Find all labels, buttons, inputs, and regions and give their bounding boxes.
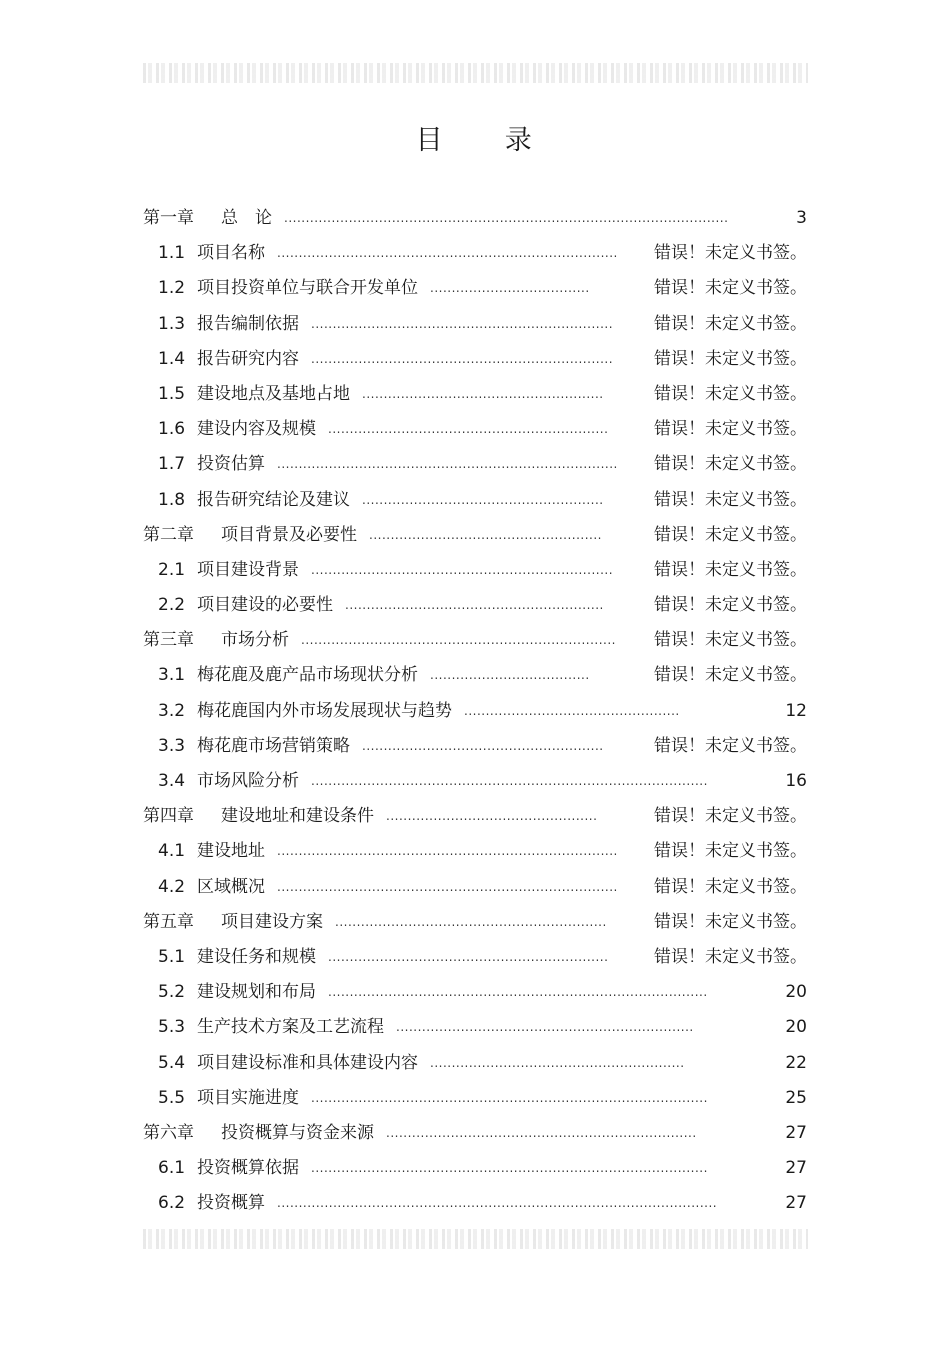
toc-entry-title: 建设内容及规模 (197, 419, 316, 440)
toc-entry-title: 项目投资单位与联合开发单位 (197, 278, 418, 299)
header-noise-band (143, 63, 808, 83)
toc-entry-number: 第一章 (143, 208, 194, 228)
toc-entry-number: 2.2 (158, 595, 186, 616)
toc-entry-number: 4.2 (158, 876, 186, 897)
toc-entry-page: 错误！未定义书签。 (654, 419, 807, 440)
toc-entry-title: 建设地点及基地占地 (197, 383, 350, 404)
toc-entry-title: 建设地址 (197, 841, 265, 862)
toc-entry-title: 项目实施进度 (197, 1087, 299, 1108)
toc-entry-page: 错误！未定义书签。 (654, 946, 807, 967)
footer-noise-band (143, 1229, 808, 1249)
toc-entry-page: 3 (796, 208, 807, 228)
toc-dot-leader: ................................................................. (328, 949, 609, 964)
toc-entry-page: 错误！未定义书签。 (654, 313, 807, 334)
toc-dot-leader: ............................................................................... (277, 879, 618, 894)
toc-entry-number: 第四章 (143, 806, 194, 827)
toc-dot-leader: ...................................................................................................... (277, 1196, 718, 1211)
toc-entry-number: 6.2 (158, 1193, 186, 1214)
toc-entry-number: 3.3 (158, 735, 186, 756)
toc-dot-leader: ............................................................................................ (311, 1161, 708, 1176)
toc-entry-page: 错误！未定义书签。 (654, 630, 807, 651)
toc-dot-leader: ............................................................ (345, 598, 604, 613)
toc-entry-title: 项目建设标准和具体建设内容 (197, 1052, 418, 1073)
toc-entry-title: 报告研究内容 (197, 348, 299, 369)
toc-entry-number: 第六章 (143, 1122, 194, 1143)
toc-entry-page: 错误！未定义书签。 (654, 278, 807, 299)
toc-entry-number: 5.2 (158, 982, 186, 1003)
toc-entry-title: 梅花鹿市场营销策略 (197, 735, 350, 756)
toc-entry-title: 区域概况 (197, 876, 265, 897)
toc-section-entry[interactable] (0, 834, 950, 869)
toc-dot-leader: ......................................................................... (301, 633, 616, 648)
toc-section-entry[interactable] (0, 377, 950, 412)
toc-entry-number: 3.1 (158, 665, 186, 686)
toc-section-entry[interactable] (0, 307, 950, 342)
toc-entry-title: 报告编制依据 (197, 313, 299, 334)
toc-section-entry[interactable] (0, 975, 950, 1010)
toc-entry-number: 3.4 (158, 771, 186, 791)
toc-dot-leader: ...................................................................... (311, 351, 614, 366)
toc-entry-page: 错误！未定义书签。 (654, 348, 807, 369)
toc-entry-page: 12 (785, 700, 807, 721)
toc-dot-leader: ...................................................... (369, 527, 602, 542)
toc-entry-number: 5.3 (158, 1017, 186, 1038)
toc-entry-number: 1.1 (158, 243, 186, 264)
toc-entry-number: 1.7 (158, 454, 186, 475)
toc-dot-leader: ........................................................................................ (328, 985, 708, 1000)
toc-dot-leader: .................................................. (464, 703, 680, 718)
table-of-contents (0, 201, 950, 1221)
toc-section-entry[interactable] (0, 412, 950, 447)
toc-entry-page: 错误！未定义书签。 (654, 489, 807, 510)
toc-section-entry[interactable] (0, 764, 950, 799)
toc-entry-page: 错误！未定义书签。 (654, 383, 807, 404)
toc-entry-title: 建设地址和建设条件 (221, 806, 374, 827)
toc-section-entry[interactable] (0, 940, 950, 975)
toc-chapter-entry[interactable] (0, 623, 950, 658)
toc-entry-page: 27 (785, 1193, 807, 1214)
toc-section-entry[interactable] (0, 1186, 950, 1221)
toc-section-entry[interactable] (0, 1151, 950, 1186)
toc-section-entry[interactable] (0, 1010, 950, 1045)
toc-dot-leader: ........................................................ (362, 386, 604, 401)
toc-dot-leader: ............................................................................... (277, 457, 618, 472)
toc-section-entry[interactable] (0, 236, 950, 271)
toc-section-entry[interactable] (0, 729, 950, 764)
toc-section-entry[interactable] (0, 271, 950, 306)
toc-section-entry[interactable] (0, 694, 950, 729)
toc-entry-page: 错误！未定义书签。 (654, 665, 807, 686)
toc-section-entry[interactable] (0, 553, 950, 588)
toc-entry-page: 27 (785, 1158, 807, 1179)
toc-dot-leader: ..................................................................... (396, 1020, 694, 1035)
toc-entry-title: 梅花鹿及鹿产品市场现状分析 (197, 665, 418, 686)
toc-entry-number: 1.4 (158, 348, 186, 369)
toc-entry-number: 5.1 (158, 946, 186, 967)
toc-dot-leader: ............................................................................................ (311, 1090, 708, 1105)
toc-entry-page: 错误！未定义书签。 (654, 911, 807, 932)
toc-entry-number: 5.4 (158, 1052, 186, 1073)
toc-entry-number: 2.1 (158, 559, 186, 580)
toc-dot-leader: ........................................................... (430, 1055, 685, 1070)
toc-dot-leader: ........................................................................ (386, 1125, 697, 1140)
toc-entry-number: 6.1 (158, 1158, 186, 1179)
toc-entry-title: 投资概算与资金来源 (221, 1122, 374, 1143)
toc-entry-number: 第五章 (143, 911, 194, 932)
toc-entry-number: 5.5 (158, 1087, 186, 1108)
toc-entry-title: 项目名称 (197, 243, 265, 264)
toc-entry-number: 1.6 (158, 419, 186, 440)
toc-section-entry[interactable] (0, 658, 950, 693)
toc-entry-number: 第二章 (143, 524, 194, 545)
toc-dot-leader: ....................................................................................................... (284, 211, 729, 225)
toc-entry-page: 错误！未定义书签。 (654, 524, 807, 545)
toc-section-entry[interactable] (0, 342, 950, 377)
toc-dot-leader: ................................................. (386, 809, 598, 824)
toc-entry-number: 第三章 (143, 630, 194, 651)
toc-dot-leader: ............................................................................... (277, 844, 618, 859)
toc-entry-page: 16 (785, 771, 807, 791)
toc-entry-page: 错误！未定义书签。 (654, 876, 807, 897)
toc-dot-leader: ...................................................................... (311, 562, 614, 577)
toc-dot-leader: ........................................................ (362, 492, 604, 507)
toc-dot-leader: ................................................................. (328, 422, 609, 437)
toc-section-entry[interactable] (0, 483, 950, 518)
toc-entry-page: 错误！未定义书签。 (654, 841, 807, 862)
toc-chapter-entry[interactable] (0, 799, 950, 834)
toc-entry-page: 20 (785, 982, 807, 1003)
toc-dot-leader: ..................................... (430, 281, 590, 296)
toc-dot-leader: ............................................................................................ (311, 774, 708, 788)
toc-entry-page: 27 (785, 1122, 807, 1143)
toc-dot-leader: ..................................... (430, 668, 590, 683)
toc-entry-page: 错误！未定义书签。 (654, 559, 807, 580)
toc-entry-page: 错误！未定义书签。 (654, 595, 807, 616)
toc-dot-leader: ............................................................................... (277, 246, 618, 261)
toc-section-entry[interactable] (0, 870, 950, 905)
toc-entry-page: 22 (785, 1052, 807, 1073)
toc-section-entry[interactable] (0, 588, 950, 623)
toc-entry-title: 项目建设的必要性 (197, 595, 333, 616)
toc-entry-number: 1.3 (158, 313, 186, 334)
toc-entry-number: 1.5 (158, 383, 186, 404)
toc-entry-title: 市场分析 (221, 630, 289, 651)
toc-dot-leader: ........................................................ (362, 738, 604, 753)
toc-entry-title: 建设任务和规模 (197, 946, 316, 967)
toc-entry-title: 市场风险分析 (197, 771, 299, 791)
toc-entry-title: 项目建设背景 (197, 559, 299, 580)
toc-section-entry[interactable] (0, 1046, 950, 1081)
toc-entry-title: 投资估算 (197, 454, 265, 475)
toc-entry-title: 项目建设方案 (221, 911, 323, 932)
toc-section-entry[interactable] (0, 447, 950, 482)
toc-entry-number: 4.1 (158, 841, 186, 862)
toc-entry-title: 建设规划和布局 (197, 982, 316, 1003)
page-title: 目 录 (415, 125, 535, 156)
toc-entry-title: 报告研究结论及建议 (197, 489, 350, 510)
toc-chapter-entry[interactable] (0, 1116, 950, 1151)
toc-chapter-entry[interactable] (0, 201, 950, 236)
toc-section-entry[interactable] (0, 1081, 950, 1116)
toc-chapter-entry[interactable] (0, 518, 950, 553)
toc-entry-page: 错误！未定义书签。 (654, 243, 807, 264)
toc-chapter-entry[interactable] (0, 905, 950, 940)
toc-entry-number: 1.2 (158, 278, 186, 299)
toc-entry-page: 错误！未定义书签。 (654, 735, 807, 756)
toc-entry-title: 投资概算 (197, 1193, 265, 1214)
toc-entry-page: 错误！未定义书签。 (654, 806, 807, 827)
toc-entry-page: 20 (785, 1017, 807, 1038)
toc-entry-title: 梅花鹿国内外市场发展现状与趋势 (197, 700, 452, 721)
toc-entry-title: 投资概算依据 (197, 1158, 299, 1179)
toc-entry-title: 总 论 (221, 208, 272, 228)
toc-entry-page: 错误！未定义书签。 (654, 454, 807, 475)
toc-entry-title: 项目背景及必要性 (221, 524, 357, 545)
toc-dot-leader: ............................................................... (335, 914, 607, 929)
toc-entry-page: 25 (785, 1087, 807, 1108)
toc-dot-leader: ...................................................................... (311, 316, 614, 331)
toc-entry-title: 生产技术方案及工艺流程 (197, 1017, 384, 1038)
toc-entry-number: 1.8 (158, 489, 186, 510)
toc-entry-number: 3.2 (158, 700, 186, 721)
